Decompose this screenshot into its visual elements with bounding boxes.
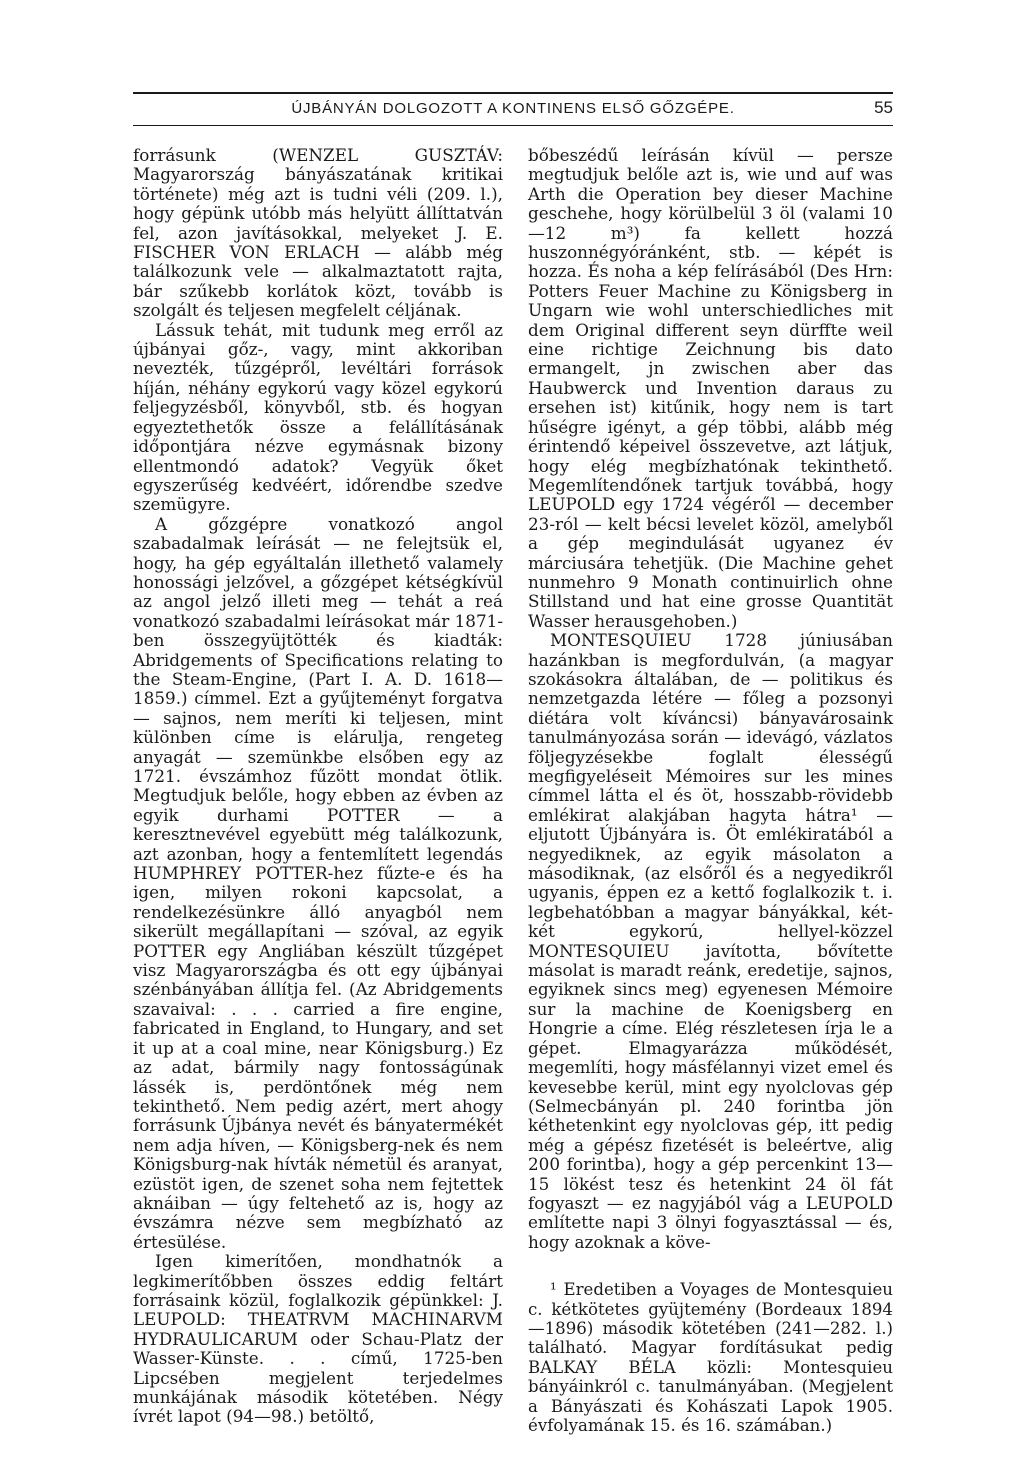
footnote: [528, 1280, 893, 1435]
footnote-text: ¹ Eredetiben a Voyages de Montesquieu c. kétkötetes gyüjtemény (Bordeaux 1894—1896) második kötetében (241—282. l.) található. Magyar fordításukat pedig BALKAY BÉLA közli: Montesquieu bányáinkról c. tanulmányában. (Megjelent a Bányászati és Kohászati Lapok 1905. évfolyamának 15. és 16. számában.): [528, 1280, 893, 1435]
right-column: [528, 146, 893, 1435]
paragraph: A gőzgépre vonatkozó angol szabadalmak leírását — ne felejtsük el, hogy, ha gép egyáltalán illethető valamely honossági jelzővel, a gőzgépet kétségkívül az angol jelző illeti meg — tehát a reá vonatkozó szabadalmi leírásokat már 1871-ben összegyüjtötték és kiadták: Abridgements of Specifications relating to the Steam-Engine, (Part I. A. D. 1618—1859.) címmel. Ezt a gyűjteményt forgatva — sajnos, nem meríti ki teljesen, mint különben címe is elárulja, rengeteg anyagát — szemünkbe elsőben egy az 1721. évszámhoz fűzött mondat ötlik. Megtudjuk belőle, hogy ebben az évben az egyik durhami POTTER — a keresztnevével egyebütt még találkozunk, azt azonban, hogy a fentemlített legendás HUMPHREY POTTER-hez fűzte-e és ha igen, milyen rokoni kapcsolat, a rendelkezésünkre álló anyagból nem sikerült megállapítani — szóval, az egyik POTTER egy Angliában készült tűzgépet visz Magyarországba és ott egy újbányai szénbányában állítja fel. (Az Abridgements szavaival: . . . carried a fire engine, fabricated in England, to Hungary, and set it up at a coal mine, near Königsburg.) Ez az adat, bármily nagy fontosságúnak lássék is, perdöntőnek még nem tekinthető. Nem pedig azért, mert ahogy forrásunk Újbánya nevét és bányatermékét nem adja híven, — Königsberg-nek és nem Königsburg-nak hívták németül és aranyat, ezüstöt igen, de szenet soha nem fejtettek aknáiban — úgy feltehető az is, hogy az évszámra nézve sem megbízható az értesülése.: [133, 513, 503, 1252]
paragraph: Lássuk tehát, mit tudunk meg erről az újbányai gőz-, vagy, mint akkoriban nevezték, tűzgépről, levéltári források híján, néhány egykorú vagy közel egykorú feljegyzésből, könyvből, stb. és hogyan egyeztethetők össze a felállításának időpontjára nézve egymásnak bizony ellentmondó adatok? Vegyük őket egyszerűség kedvéért, időrendbe szedve szemügyre.: [133, 319, 503, 515]
running-header: [133, 92, 893, 126]
left-column: [133, 146, 503, 1427]
running-title: ÚJBÁNYÁN DOLGOZOTT A KONTINENS ELSŐ GŐZGÉPE.: [291, 100, 735, 117]
paragraph: Igen kimerítően, mondhatnók a legkimerítőbben összes eddig feltárt forrásaink közül, foglalkozik gépünkkel: J. LEUPOLD: THEATRVM MACHINARVM HYDRAULICARUM oder Schau-Platz der Wasser-Künste. . . című, 1725-ben Lipcsében megjelent terjedelmes munkájának második kötetében. Négy ívrét lapot (94—98.) betöltő,: [133, 1251, 503, 1427]
page-number: 55: [874, 98, 893, 117]
paragraph: bőbeszédű leírásán kívül — persze megtudjuk belőle azt is, wie und auf was Arth die Operation bey dieser Machine geschehe, hogy körülbelül 3 öl (valami 10—12 m³) fa kellett hozzá huszonnégyóránként, stb. — képét is hozza. És noha a kép felírásából (Des Hrn: Potters Feuer Machine zu Königsberg in Ungarn wie wohl unterschiedliches mit dem Original different seyn dürffte weil eine richtige Zeichnung bis dato ermangelt, jn zwischen aber das Haubwerck und Invention daraus zu ersehen ist) kitűnik, hogy nem is tart hűségre igényt, a gép többi, alább még érintendő képeivel összevetve, azt látjuk, hogy elég megbízhatónak tekinthető. Megemlítendőnek tartjuk továbbá, hogy LEUPOLD egy 1724 végéről — december 23-ról — kelt bécsi levelet közöl, amelyből a gép megindulását ugyanez év márciusára tehetjük. (Die Machine gehet nunmehro 9 Monath continuirlich ohne Stillstand und hat eine grosse Quantität Wasser herausgehoben.): [528, 145, 893, 631]
paragraph: MONTESQUIEU 1728 júniusában hazánkban is megfordulván, (a magyar szokásokra általában, de — politikus és nemzetgazda létére — főleg a pozsonyi diétára volt kíváncsi) bányavárosaink tanulmányozása során — idevágó, vázlatos följegyzésekbe foglalt élességű megfigyeléseit Mémoires sur les mines címmel látta el és öt, hosszabb-rövidebb emlékirat alakjában hagyta hátra¹ — eljutott Újbányára is. Öt emlékiratából a negyediknek, az egyik másolaton a másodiknak, (az elsőről és a negyedikről ugyanis, éppen ez a kettő foglalkozik t. i. legbehatóbban a magyar bányákkal, két-két egykorú, hellyel-közzel MONTESQUIEU javította, bővítette másolat is maradt reánk, eredetije, sajnos, egyiknek sincs meg) egyenesen Mémoire sur la machine de Koenigsberg en Hongrie a címe. Elég részletesen írja le a gépet. Elmagyarázza működését, megemlíti, hogy másfélannyi vizet emel és kevesebbe kerül, mint egy nyolclovas gép (Selmecbányán pl. 240 forintba jön kéthetenkint egy nyolclovas gép, itt pedig még a gépész fizetését is beleértve, alig 200 forintba), hogy a gép percenkint 13—15 lökést tesz és hetenkint 24 öl fát fogyaszt — ez nagyjából vág a LEUPOLD említette napi 3 ölnyi fogyasztással — és, hogy azoknak a köve-: [528, 630, 893, 1252]
paragraph: forrásunk (WENZEL GUSZTÁV: Magyarország bányászatának kritikai története) még azt is tudni véli (209. l.), hogy gépünk utóbb más helyütt állíttatván fel, azon javításokkal, melyeket J. E. FISCHER VON ERLACH — alább még találkozunk vele — alkalmaztatott rajta, bár szűkebb korlátok közt, tovább is szolgált és teljesen megfelelt céljának.: [133, 145, 503, 321]
